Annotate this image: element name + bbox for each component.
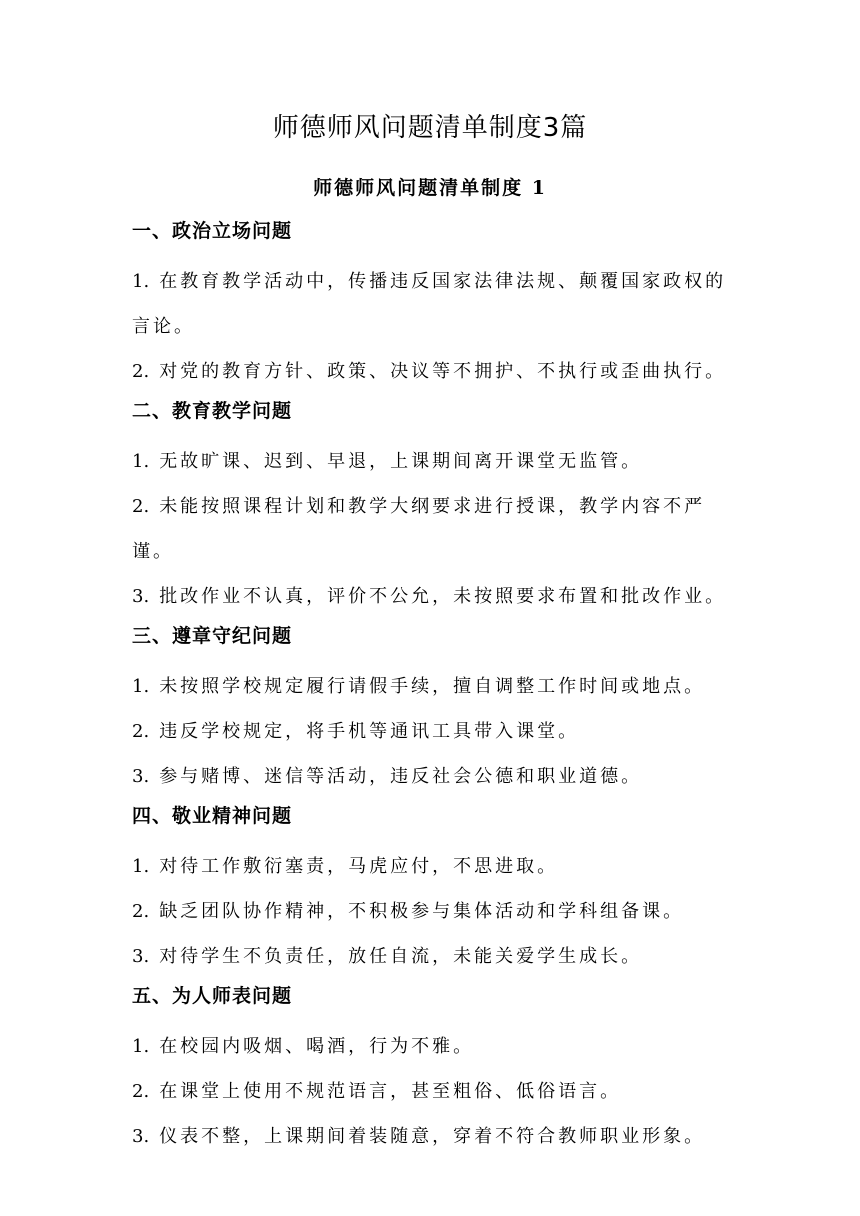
item-number: 1. bbox=[132, 1036, 150, 1057]
section-teaching bbox=[132, 394, 732, 619]
section-dedication bbox=[132, 799, 732, 979]
item-number: 1. bbox=[132, 856, 150, 877]
item-number: 2. bbox=[132, 1081, 150, 1102]
list-item bbox=[132, 574, 732, 619]
item-text: 对待工作敷衍塞责，马虎应付，不思进取。 bbox=[159, 856, 559, 877]
item-number: 2. bbox=[132, 361, 150, 382]
item-text: 缺乏团队协作精神，不积极参与集体活动和学科组备课。 bbox=[159, 901, 685, 922]
list-item bbox=[132, 709, 732, 754]
item-number: 3. bbox=[132, 766, 150, 787]
section-heading: 一、政治立场问题 bbox=[132, 220, 293, 242]
item-number: 1. bbox=[132, 676, 150, 697]
section-heading: 三、遵章守纪问题 bbox=[132, 625, 293, 647]
item-number: 3. bbox=[132, 946, 150, 967]
section-heading: 四、敬业精神问题 bbox=[132, 805, 293, 827]
list-item bbox=[132, 889, 732, 934]
item-text: 参与赌博、迷信等活动，违反社会公德和职业道德。 bbox=[159, 766, 643, 787]
item-text: 对党的教育方针、政策、决议等不拥护、不执行或歪曲执行。 bbox=[159, 361, 727, 382]
section-discipline bbox=[132, 619, 732, 799]
document-title: 师德师风问题清单制度3篇 bbox=[272, 113, 588, 143]
item-number: 1. bbox=[132, 451, 150, 472]
list-item bbox=[132, 349, 732, 394]
document-body bbox=[132, 214, 732, 1159]
item-text: 未能按照课程计划和教学大纲要求进行授课，教学内容不严谨。 bbox=[132, 496, 706, 562]
list-item bbox=[132, 934, 732, 979]
list-item bbox=[132, 1024, 732, 1069]
item-text: 违反学校规定，将手机等通讯工具带入课堂。 bbox=[159, 721, 580, 742]
item-text: 在教育教学活动中，传播违反国家法律法规、颠覆国家政权的言论。 bbox=[132, 271, 727, 337]
list-item bbox=[132, 1069, 732, 1114]
item-number: 3. bbox=[132, 1126, 150, 1147]
item-number: 2. bbox=[132, 721, 150, 742]
item-text: 在校园内吸烟、喝酒，行为不雅。 bbox=[159, 1036, 475, 1057]
list-item bbox=[132, 664, 732, 709]
section-heading: 五、为人师表问题 bbox=[132, 985, 293, 1007]
item-text: 仪表不整，上课期间着装随意，穿着不符合教师职业形象。 bbox=[159, 1126, 706, 1147]
item-text: 未按照学校规定履行请假手续，擅自调整工作时间或地点。 bbox=[159, 676, 706, 697]
item-number: 2. bbox=[132, 496, 150, 517]
document-subtitle: 师德师风问题清单制度 1 bbox=[313, 177, 547, 199]
list-item bbox=[132, 754, 732, 799]
item-text: 在课堂上使用不规范语言，甚至粗俗、低俗语言。 bbox=[159, 1081, 622, 1102]
item-number: 2. bbox=[132, 901, 150, 922]
section-heading: 二、教育教学问题 bbox=[132, 400, 293, 422]
section-political-stance bbox=[132, 214, 732, 394]
item-text: 无故旷课、迟到、早退，上课期间离开课堂无监管。 bbox=[159, 451, 643, 472]
list-item bbox=[132, 1114, 732, 1159]
list-item bbox=[132, 484, 732, 574]
list-item bbox=[132, 844, 732, 889]
list-item bbox=[132, 259, 732, 349]
item-number: 3. bbox=[132, 586, 150, 607]
item-text: 批改作业不认真，评价不公允，未按照要求布置和批改作业。 bbox=[159, 586, 727, 607]
item-text: 对待学生不负责任，放任自流，未能关爱学生成长。 bbox=[159, 946, 643, 967]
section-role-model bbox=[132, 979, 732, 1159]
list-item bbox=[132, 439, 732, 484]
item-number: 1. bbox=[132, 271, 150, 292]
